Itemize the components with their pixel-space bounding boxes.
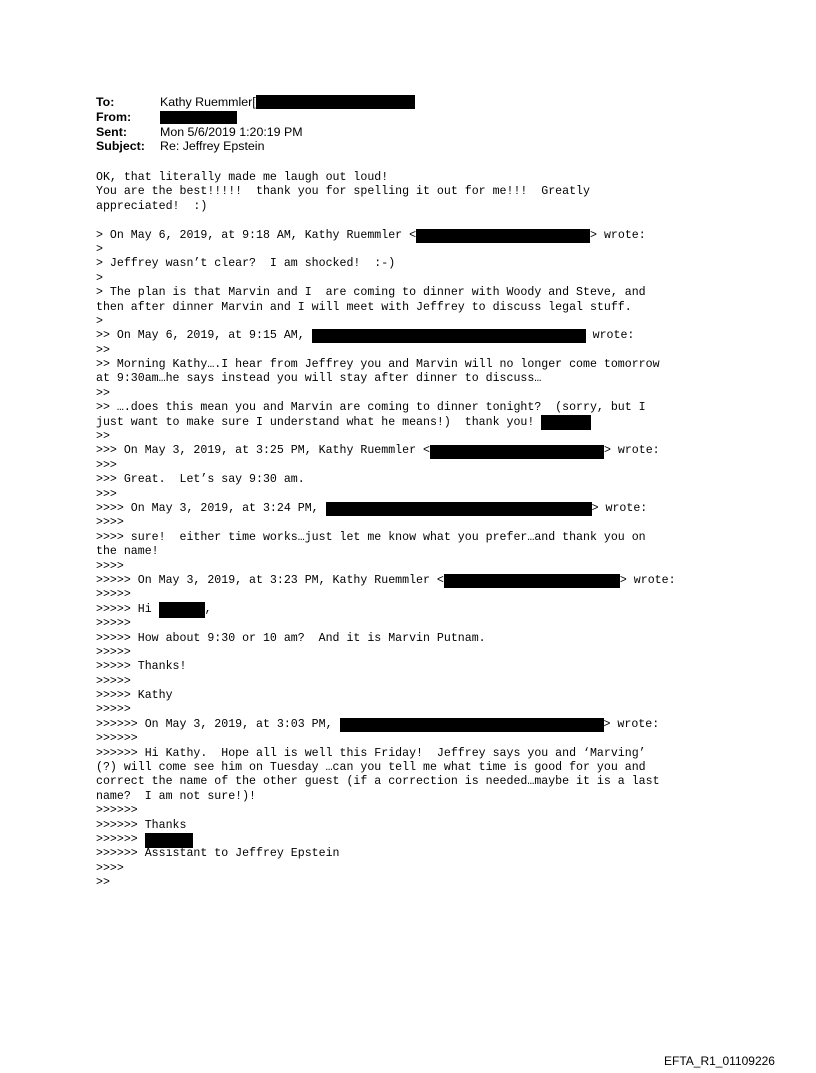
quoted-line: >> — [96, 343, 110, 357]
quoted-line: > Jeffrey wasn’t clear? I am shocked! :-) — [96, 257, 396, 271]
quoted-line: >>>>>> — [96, 732, 138, 746]
quoted-line: >>>>> How about 9:30 or 10 am? And it is Marvin Putnam. — [96, 631, 486, 645]
sent-row — [96, 125, 415, 140]
redaction-box — [159, 602, 205, 618]
quoted-line — [96, 502, 736, 516]
to-recipient-name: Kathy Ruemmler[ — [160, 95, 256, 109]
quoted-line: >> — [96, 386, 110, 400]
document-id: EFTA_R1_01109226 — [664, 1054, 775, 1068]
redaction-box — [160, 111, 237, 124]
quoted-line — [96, 416, 736, 430]
from-label: From: — [96, 109, 132, 124]
quote-header-text: >> On May 6, 2019, at 9:15 AM, — [96, 329, 312, 343]
quoted-text: >>>>> Hi — [96, 602, 159, 616]
sent-label: Sent: — [96, 124, 127, 139]
quoted-line: >>>>> Kathy — [96, 689, 173, 703]
to-row — [96, 95, 415, 110]
subject-row — [96, 139, 415, 154]
quoted-line: >>>> — [96, 861, 124, 875]
quoted-line: at 9:30am…he says instead you will stay after dinner to discuss… — [96, 372, 542, 386]
quoted-line — [96, 329, 736, 343]
quoted-text: >>>>>> — [96, 832, 145, 846]
redaction-box — [312, 329, 586, 343]
quoted-line: correct the name of the other guest (if a correction is needed…maybe it is a last — [96, 775, 660, 789]
email-body — [96, 171, 736, 891]
quote-header-text: wrote: — [585, 329, 635, 343]
quoted-line: >> — [96, 430, 110, 444]
quote-header-text: >>> On May 3, 2019, at 3:25 PM, Kathy Ruemmler < — [96, 444, 430, 458]
quote-header-text: > wrote: — [603, 717, 660, 731]
quoted-line: > — [96, 242, 103, 256]
quoted-line — [96, 833, 736, 847]
quoted-line: >>>>> — [96, 617, 131, 631]
quoted-line: >>> — [96, 487, 117, 501]
quoted-line: >>> Great. Let’s say 9:30 am. — [96, 473, 305, 487]
quoted-line — [96, 444, 736, 458]
quoted-line — [96, 718, 736, 732]
redaction-box — [444, 574, 620, 588]
redaction-box — [416, 229, 590, 243]
quoted-line: >>>> — [96, 516, 124, 530]
quoted-line: > — [96, 314, 103, 328]
redaction-box — [326, 502, 592, 516]
quoted-line: >>>>> — [96, 703, 131, 717]
quoted-line: the name! — [96, 545, 159, 559]
quoted-line: >>>>>> Hi Kathy. Hope all is well this Friday! Jeffrey says you and ‘Marving’ — [96, 746, 646, 760]
quoted-line: >> — [96, 876, 110, 890]
quoted-line: (?) will come see him on Tuesday …can you tell me what time is good for you and — [96, 761, 646, 775]
quote-header-text: > wrote: — [619, 573, 676, 587]
quoted-line: >>>>>> — [96, 804, 138, 818]
quote-header-text: >>>> On May 3, 2019, at 3:24 PM, — [96, 501, 326, 515]
to-label: To: — [96, 95, 115, 109]
quoted-line: >> ….does this mean you and Marvin are coming to dinner tonight? (sorry, but I — [96, 401, 646, 415]
from-row — [96, 110, 415, 125]
subject-label: Subject: — [96, 139, 145, 154]
to-value — [160, 95, 415, 110]
quoted-line: >>>>> — [96, 674, 131, 688]
redaction-box — [430, 445, 604, 459]
redaction-box — [145, 833, 193, 848]
quoted-line: >>>>>> Assistant to Jeffrey Epstein — [96, 847, 340, 861]
quoted-line: >> Morning Kathy….I hear from Jeffrey you and Marvin will no longer come tomorrow — [96, 358, 660, 372]
email-header — [96, 95, 415, 154]
quote-header-text: > On May 6, 2019, at 9:18 AM, Kathy Ruemmler < — [96, 228, 417, 242]
quoted-line — [96, 603, 736, 617]
quoted-text: , — [204, 602, 212, 616]
quoted-line: >>>>>> Thanks — [96, 818, 187, 832]
quoted-line — [96, 229, 736, 243]
body-line: appreciated! :) — [96, 199, 208, 213]
quote-header-text: >>>>> On May 3, 2019, at 3:23 PM, Kathy Ruemmler < — [96, 573, 444, 587]
subject-value: Re: Jeffrey Epstein — [160, 139, 265, 154]
quote-header-text: > wrote: — [591, 501, 648, 515]
redaction-box — [541, 415, 591, 430]
body-line: OK, that literally made me laugh out loud! — [96, 171, 389, 184]
quoted-line: name? I am not sure!)! — [96, 789, 257, 803]
quoted-line — [96, 574, 736, 588]
redaction-box — [256, 95, 414, 109]
quoted-line: > — [96, 271, 103, 285]
redaction-box — [340, 718, 604, 732]
quoted-line: >>>>> — [96, 645, 131, 659]
quoted-line: >>>>> Thanks! — [96, 660, 187, 674]
quoted-line: >>>>> — [96, 588, 131, 602]
quoted-line: > The plan is that Marvin and I are coming to dinner with Woody and Steve, and — [96, 286, 646, 300]
quote-header-text: >>>>>> On May 3, 2019, at 3:03 PM, — [96, 717, 340, 731]
quoted-text: just want to make sure I understand what he means!) thank you! — [96, 415, 542, 429]
quote-header-text: > wrote: — [603, 444, 660, 458]
sent-value: Mon 5/6/2019 1:20:19 PM — [160, 124, 303, 139]
quoted-line: >>>> sure! either time works…just let me know what you prefer…and thank you on — [96, 530, 646, 544]
quoted-line: >>> — [96, 458, 117, 472]
quoted-line: then after dinner Marvin and I will meet with Jeffrey to discuss legal stuff. — [96, 300, 632, 314]
body-line: You are the best!!!!! thank you for spelling it out for me!!! Greatly — [96, 185, 590, 199]
quoted-line: >>>> — [96, 559, 124, 573]
redaction-bracket — [414, 95, 415, 109]
quote-header-text: > wrote: — [590, 228, 646, 242]
blank-line — [96, 214, 736, 228]
